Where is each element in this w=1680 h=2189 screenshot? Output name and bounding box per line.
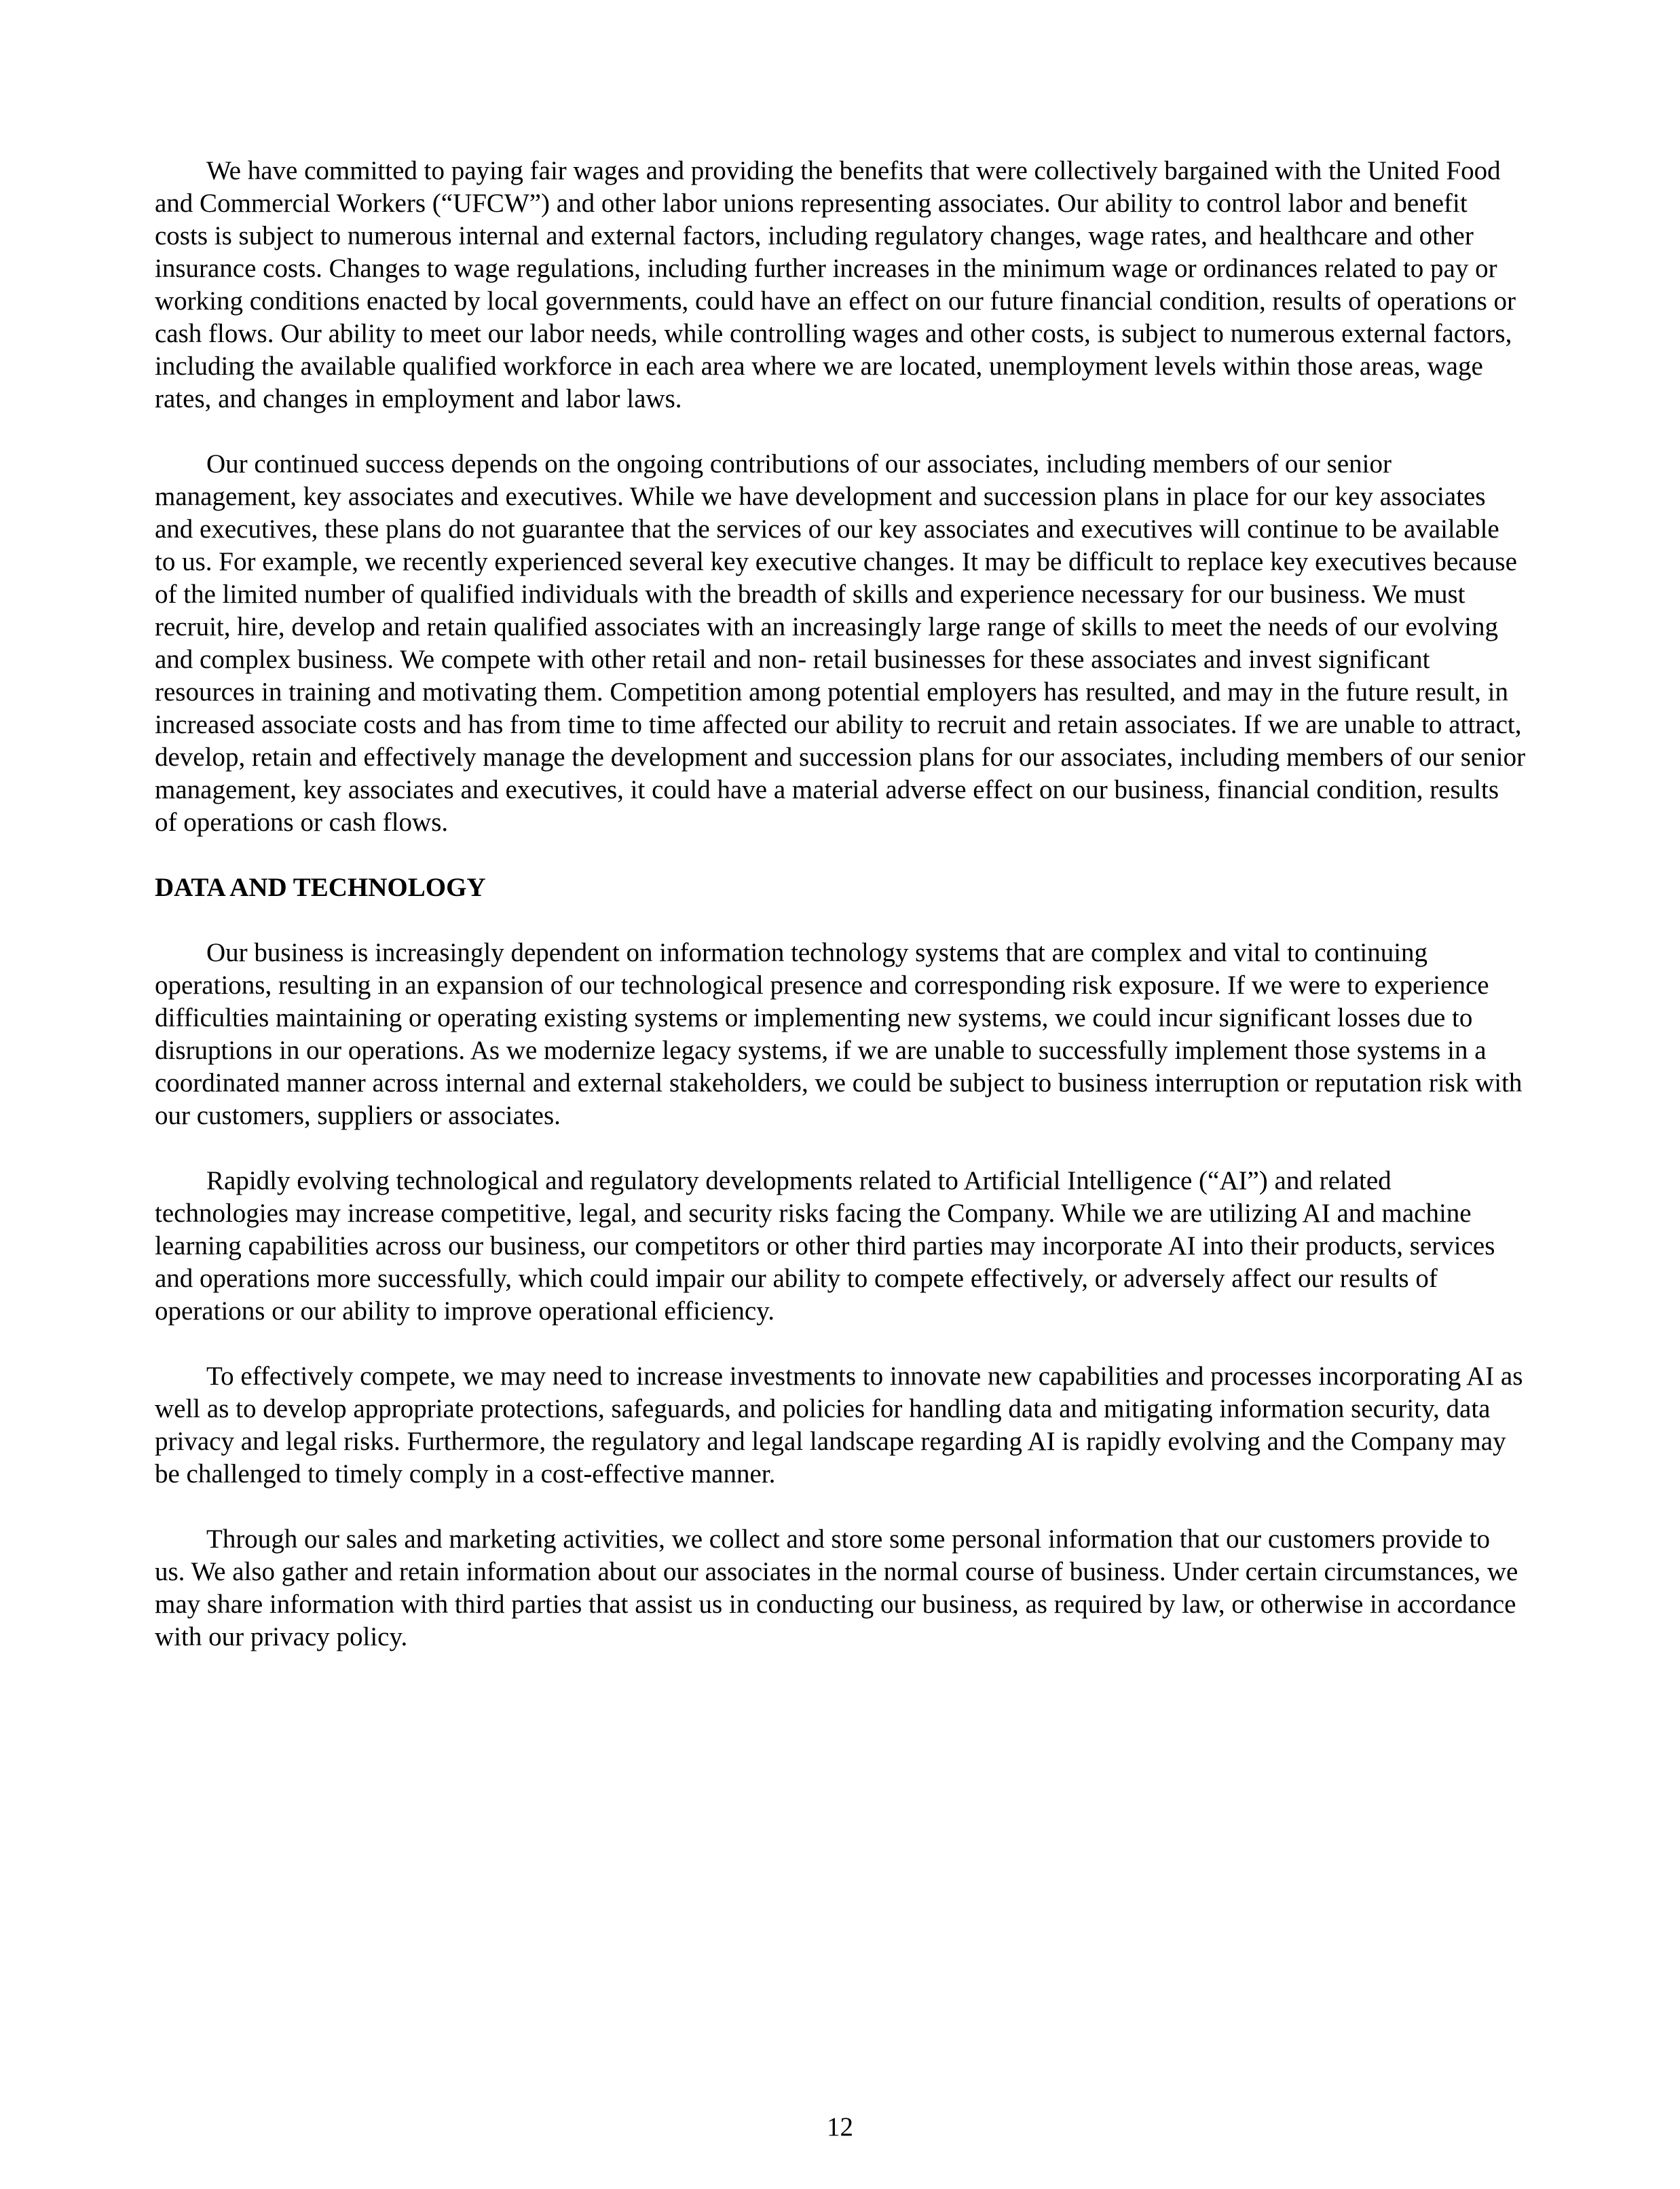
paragraph-labor-costs: We have committed to paying fair wages and providing the benefits that were collectively bargained with the United Food and Commercial Workers (“UFCW”) and other labor unions representing associates. Our ability to control labor and benefit costs is subject to numerous internal and external factors, including regulatory changes, wage rates, and healthcare and other insurance costs. Changes to wage regulations, including further increases in the minimum wage or ordinances related to pay or working conditions enacted by local governments, could have an effect on our future financial condition, results of operations or cash flows. Our ability to meet our labor needs, while controlling wages and other costs, is subject to numerous external factors, including the available qualified workforce in each area where we are located, unemployment levels within those areas, wage rates, and changes in employment and labor laws. — [155, 156, 1516, 413]
paragraph-artificial-intelligence: Rapidly evolving technological and regulatory developments related to Artificial Intelligence (“AI”) and related technologies may increase competitive, legal, and security risks facing the Company. While we are utilizing AI and machine learning capabilities across our business, our competitors or other third parties may incorporate AI into their products, services and operations more successfully, which could impair our ability to compete effectively, or adversely affect our results of operations or our ability to improve operational efficiency. — [155, 1166, 1495, 1326]
paragraph-key-associates: Our continued success depends on the ongoing contributions of our associates, including members of our senior management, key associates and executives. While we have development and succession plans in place for our key associates and executives, these plans do not guarantee that the services of our key associates and executives will continue to be available to us. For example, we recently experienced several key executive changes. It may be difficult to replace key executives because of the limited number of qualified individuals with the breadth of skills and experience necessary for our business. We must recruit, hire, develop and retain qualified associates with an increasingly large range of skills to meet the needs of our evolving and complex business. We compete with other retail and non- retail businesses for these associates and invest significant resources in training and motivating them. Competition among potential employers has resulted, and may in the future result, in increased associate costs and has from time to time affected our ability to recruit and retain associates. If we are unable to attract, develop, retain and effectively manage the development and succession plans for our associates, including members of our senior management, key associates and executives, it could have a material adverse effect on our business, financial condition, results of operations or cash flows. — [155, 449, 1526, 837]
paragraph-ai-investments: To effectively compete, we may need to increase investments to innovate new capabilities and processes incorporating AI as well as to develop appropriate protections, safeguards, and policies for handling data and mitigating information security, data privacy and legal risks. Furthermore, the regulatory and legal landscape regarding AI is rapidly evolving and the Company may be challenged to timely comply in a cost-effective manner. — [155, 1362, 1523, 1489]
document-page — [155, 155, 1526, 1686]
paragraph-personal-information: Through our sales and marketing activities, we collect and store some personal information that our customers provide to us. We also gather and retain information about our associates in the normal course of business. Under certain circumstances, we may share information with third parties that assist us in conducting our business, as required by law, or otherwise in accordance with our privacy policy. — [155, 1524, 1518, 1651]
page-number: 12 — [827, 2112, 853, 2141]
paragraph-it-systems: Our business is increasingly dependent on information technology systems that are complex and vital to continuing operations, resulting in an expansion of our technological presence and corresponding risk exposure. If we were to experience difficulties maintaining or operating existing systems or implementing new systems, we could incur significant losses due to disruptions in our operations. As we modernize legacy systems, if we are unable to successfully implement those systems in a coordinated manner across internal and external stakeholders, we could be subject to business interruption or reputation risk with our customers, suppliers or associates. — [155, 938, 1523, 1130]
section-heading-data-technology: DATA AND TECHNOLOGY — [155, 873, 486, 902]
